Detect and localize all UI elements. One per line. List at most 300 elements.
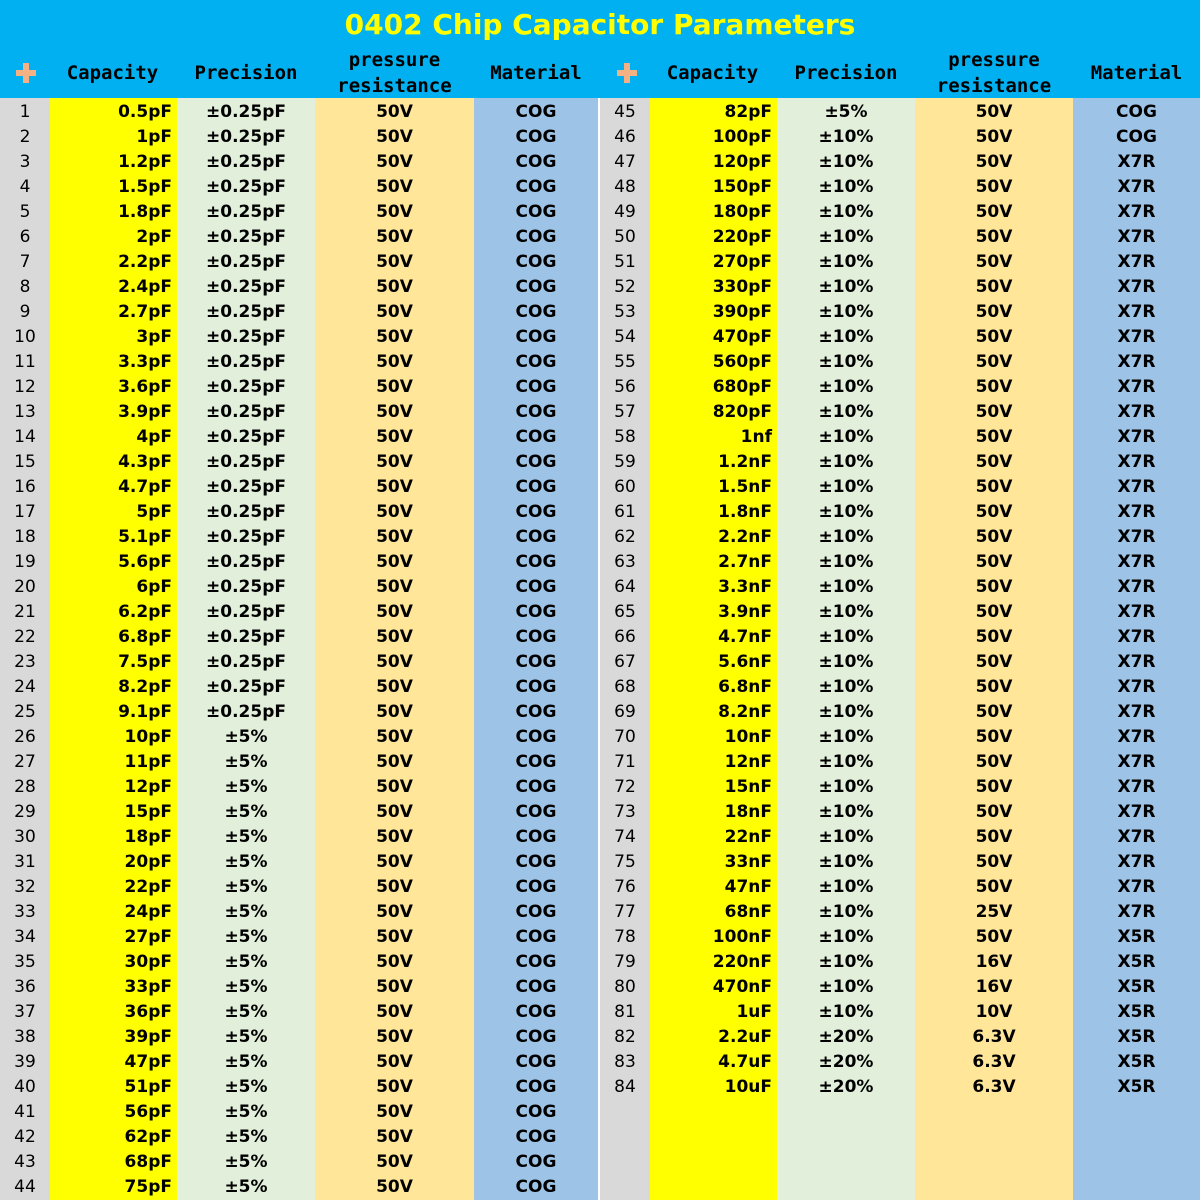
capacity-cell: 68pF — [124, 1152, 172, 1172]
precision-cell: ±10% — [818, 327, 874, 347]
precision-cell: ±0.25pF — [206, 277, 286, 297]
material-cell: X7R — [1117, 777, 1156, 797]
pressure-cell: 16V — [975, 977, 1013, 997]
row-index: 51 — [614, 252, 636, 272]
material-cell: COG — [515, 102, 557, 122]
row-index: 2 — [19, 127, 31, 147]
precision-cell: ±0.25pF — [206, 352, 286, 372]
material-cell: X5R — [1117, 1002, 1156, 1022]
material-cell: X7R — [1117, 802, 1156, 822]
material-cell: X7R — [1117, 452, 1156, 472]
pressure-cell: 50V — [975, 877, 1013, 897]
row-index: 18 — [14, 527, 36, 547]
capacity-cell: 3.3nF — [718, 577, 772, 597]
row-index: 73 — [614, 802, 636, 822]
pressure-cell: 50V — [376, 527, 413, 547]
material-cell: X7R — [1117, 577, 1156, 597]
precision-cell: ±10% — [818, 427, 874, 447]
capacity-cell: 1uF — [736, 1002, 772, 1022]
precision-cell: ±5% — [224, 1027, 268, 1047]
precision-cell: ±10% — [818, 152, 874, 172]
pressure-cell: 50V — [376, 627, 413, 647]
material-cell: COG — [515, 327, 557, 347]
material-cell: X7R — [1117, 652, 1156, 672]
row-index: 47 — [614, 152, 636, 172]
row-index: 58 — [614, 427, 636, 447]
pressure-cell: 50V — [376, 1052, 413, 1072]
header-pressure-left — [315, 48, 474, 98]
pressure-cell: 50V — [975, 702, 1013, 722]
material-cell: COG — [515, 577, 557, 597]
precision-cell: ±10% — [818, 752, 874, 772]
row-index: 81 — [614, 1002, 636, 1022]
material-cell: X7R — [1117, 752, 1156, 772]
precision-cell: ±10% — [818, 352, 874, 372]
precision-cell: ±10% — [818, 377, 874, 397]
material-cell: X7R — [1117, 202, 1156, 222]
row-index: 35 — [14, 952, 36, 972]
precision-cell: ±0.25pF — [206, 577, 286, 597]
row-index: 41 — [14, 1102, 36, 1122]
precision-cell: ±0.25pF — [206, 127, 286, 147]
pressure-cell: 50V — [975, 552, 1013, 572]
pressure-cell: 50V — [376, 252, 413, 272]
row-index: 12 — [14, 377, 36, 397]
capacity-cell: 56pF — [124, 1102, 172, 1122]
header-pressure-line1: pressure — [348, 49, 441, 71]
material-cell: X5R — [1117, 952, 1156, 972]
material-cell: COG — [515, 1102, 557, 1122]
precision-cell: ±0.25pF — [206, 402, 286, 422]
precision-cell: ±5% — [224, 1052, 268, 1072]
pressure-cell: 50V — [975, 377, 1013, 397]
capacity-cell: 1.8nF — [718, 502, 772, 522]
capacity-cell: 1pF — [136, 127, 172, 147]
material-cell: COG — [515, 802, 557, 822]
row-index: 64 — [614, 577, 636, 597]
material-cell: X7R — [1117, 402, 1156, 422]
row-index: 48 — [614, 177, 636, 197]
precision-cell: ±0.25pF — [206, 527, 286, 547]
precision-cell: ±10% — [818, 777, 874, 797]
material-cell: COG — [515, 452, 557, 472]
pressure-cell: 50V — [376, 602, 413, 622]
header-material-right: Material — [1090, 62, 1183, 84]
material-cell: COG — [1116, 102, 1157, 122]
precision-cell: ±0.25pF — [206, 177, 286, 197]
capacity-cell: 6pF — [136, 577, 172, 597]
capacity-cell: 330pF — [712, 277, 772, 297]
row-index: 71 — [614, 752, 636, 772]
pressure-cell: 50V — [376, 477, 413, 497]
row-index: 74 — [614, 827, 636, 847]
precision-cell: ±10% — [818, 852, 874, 872]
capacity-cell: 390pF — [712, 302, 772, 322]
capacity-cell: 2.7pF — [118, 302, 172, 322]
capacity-cell: 2pF — [136, 227, 172, 247]
capacity-cell: 39pF — [124, 1027, 172, 1047]
capacity-cell: 220pF — [712, 227, 772, 247]
header-material-left: Material — [490, 62, 582, 84]
pressure-cell: 50V — [975, 527, 1013, 547]
capacity-cell: 2.7nF — [718, 552, 772, 572]
precision-cell: ±10% — [818, 977, 874, 997]
material-cell: COG — [515, 377, 557, 397]
row-index: 72 — [614, 777, 636, 797]
precision-cell: ±10% — [818, 552, 874, 572]
precision-cell: ±0.25pF — [206, 652, 286, 672]
row-index: 6 — [19, 227, 31, 247]
precision-cell: ±5% — [224, 802, 268, 822]
material-cell: X7R — [1117, 327, 1156, 347]
header-pressure-line1: pressure — [948, 49, 1040, 71]
pressure-cell: 50V — [376, 1102, 413, 1122]
capacity-cell: 18nF — [724, 802, 772, 822]
precision-cell: ±0.25pF — [206, 627, 286, 647]
row-index: 10 — [14, 327, 36, 347]
material-cell: COG — [515, 227, 557, 247]
capacity-cell: 270pF — [712, 252, 772, 272]
material-cell: X7R — [1117, 177, 1156, 197]
pressure-cell: 50V — [376, 102, 413, 122]
row-index: 5 — [19, 202, 31, 222]
header-pressure-right — [915, 48, 1073, 98]
material-cell: X7R — [1117, 627, 1156, 647]
header-capacity-right: Capacity — [666, 62, 759, 84]
pressure-cell: 50V — [376, 927, 413, 947]
row-index: 63 — [614, 552, 636, 572]
precision-cell: ±10% — [818, 227, 874, 247]
precision-cell: ±10% — [818, 802, 874, 822]
row-index: 32 — [14, 877, 36, 897]
capacity-cell: 7.5pF — [118, 652, 172, 672]
material-cell: X7R — [1117, 727, 1156, 747]
pressure-cell: 50V — [975, 427, 1013, 447]
precision-cell: ±20% — [818, 1077, 874, 1097]
row-index: 62 — [614, 527, 636, 547]
precision-cell: ±5% — [224, 1152, 268, 1172]
material-cell: X7R — [1117, 852, 1156, 872]
pressure-cell: 50V — [975, 602, 1013, 622]
header-precision-left: Precision — [194, 62, 298, 84]
material-cell: COG — [515, 1052, 557, 1072]
row-index: 17 — [14, 502, 36, 522]
capacity-cell: 3.3pF — [118, 352, 172, 372]
material-cell: COG — [515, 552, 557, 572]
precision-cell: ±10% — [818, 902, 874, 922]
pressure-cell: 6.3V — [972, 1027, 1016, 1047]
pressure-cell: 50V — [376, 427, 413, 447]
precision-cell: ±10% — [818, 602, 874, 622]
header-capacity-left: Capacity — [66, 62, 159, 84]
row-index: 30 — [14, 827, 36, 847]
precision-cell: ±0.25pF — [206, 302, 286, 322]
pressure-cell: 50V — [975, 277, 1013, 297]
precision-cell: ±10% — [818, 827, 874, 847]
row-index: 77 — [614, 902, 636, 922]
row-index: 20 — [14, 577, 36, 597]
pressure-cell: 50V — [376, 1152, 413, 1172]
precision-cell: ±10% — [818, 702, 874, 722]
material-cell: COG — [515, 277, 557, 297]
pressure-cell: 50V — [975, 402, 1013, 422]
row-index: 52 — [614, 277, 636, 297]
row-index: 59 — [614, 452, 636, 472]
capacity-cell: 4pF — [136, 427, 172, 447]
precision-cell: ±5% — [224, 1127, 268, 1147]
precision-cell: ±10% — [818, 652, 874, 672]
capacity-cell: 22pF — [124, 877, 172, 897]
precision-cell: ±5% — [224, 927, 268, 947]
material-cell: COG — [515, 1077, 557, 1097]
capacity-cell: 0.5pF — [118, 102, 172, 122]
capacity-cell: 8.2nF — [718, 702, 772, 722]
precision-cell: ±5% — [224, 752, 268, 772]
pressure-cell: 50V — [376, 502, 413, 522]
row-index: 66 — [614, 627, 636, 647]
capacity-cell: 5.1pF — [118, 527, 172, 547]
precision-cell: ±5% — [224, 852, 268, 872]
row-index: 49 — [614, 202, 636, 222]
precision-cell: ±0.25pF — [206, 327, 286, 347]
precision-cell: ±10% — [818, 577, 874, 597]
precision-cell: ±10% — [818, 877, 874, 897]
row-index: 27 — [14, 752, 36, 772]
pressure-cell: 50V — [975, 477, 1013, 497]
capacity-cell: 15nF — [724, 777, 772, 797]
pressure-cell: 50V — [975, 252, 1013, 272]
material-cell: COG — [515, 352, 557, 372]
capacity-cell: 100pF — [712, 127, 772, 147]
precision-cell: ±5% — [224, 827, 268, 847]
material-cell: COG — [515, 302, 557, 322]
capacity-cell: 680pF — [712, 377, 772, 397]
pressure-cell: 50V — [376, 202, 413, 222]
precision-cell: ±10% — [818, 477, 874, 497]
pressure-cell: 6.3V — [972, 1052, 1016, 1072]
row-index: 24 — [14, 677, 36, 697]
capacity-cell: 33pF — [124, 977, 172, 997]
capacity-cell: 18pF — [124, 827, 172, 847]
capacity-cell: 2.2nF — [718, 527, 772, 547]
row-index: 44 — [14, 1177, 36, 1197]
material-cell: COG — [515, 952, 557, 972]
material-cell: COG — [515, 977, 557, 997]
pressure-cell: 50V — [376, 552, 413, 572]
precision-cell: ±0.25pF — [206, 202, 286, 222]
capacity-cell: 9.1pF — [118, 702, 172, 722]
row-index: 28 — [14, 777, 36, 797]
capacity-cell: 5.6pF — [118, 552, 172, 572]
header-pressure-line2: resistance — [936, 75, 1052, 97]
material-cell: X7R — [1117, 477, 1156, 497]
capacity-cell: 820pF — [712, 402, 772, 422]
row-index: 34 — [14, 927, 36, 947]
row-index: 13 — [14, 402, 36, 422]
material-cell: COG — [515, 1152, 557, 1172]
material-cell: X5R — [1117, 977, 1156, 997]
row-index: 80 — [614, 977, 636, 997]
row-index: 33 — [14, 902, 36, 922]
capacity-cell: 1nf — [740, 427, 772, 447]
pressure-cell: 50V — [376, 577, 413, 597]
material-cell: X7R — [1117, 352, 1156, 372]
material-cell: X5R — [1117, 1027, 1156, 1047]
pressure-cell: 50V — [376, 127, 413, 147]
row-index: 37 — [14, 1002, 36, 1022]
row-index: 38 — [14, 1027, 36, 1047]
capacity-cell: 51pF — [124, 1077, 172, 1097]
row-index: 50 — [614, 227, 636, 247]
precision-cell: ±5% — [224, 1002, 268, 1022]
capacity-cell: 4.7nF — [718, 627, 772, 647]
precision-cell: ±10% — [818, 452, 874, 472]
pressure-cell: 50V — [376, 802, 413, 822]
row-index: 21 — [14, 602, 36, 622]
pressure-cell: 50V — [376, 852, 413, 872]
precision-cell: ±10% — [818, 927, 874, 947]
precision-cell: ±5% — [224, 977, 268, 997]
capacity-cell: 2.2uF — [718, 1027, 772, 1047]
material-cell: COG — [515, 477, 557, 497]
row-index: 31 — [14, 852, 36, 872]
pressure-cell: 50V — [975, 502, 1013, 522]
row-index: 56 — [614, 377, 636, 397]
material-cell: COG — [515, 1127, 557, 1147]
material-cell: X7R — [1117, 527, 1156, 547]
pressure-cell: 50V — [975, 152, 1013, 172]
material-cell: COG — [515, 1002, 557, 1022]
row-index: 1 — [19, 102, 31, 122]
material-cell: COG — [515, 177, 557, 197]
pressure-cell: 50V — [376, 1027, 413, 1047]
pressure-cell: 50V — [376, 877, 413, 897]
material-cell: COG — [515, 252, 557, 272]
precision-cell: ±10% — [818, 277, 874, 297]
row-index: 8 — [19, 277, 31, 297]
material-cell: X5R — [1117, 1077, 1156, 1097]
capacity-cell: 24pF — [124, 902, 172, 922]
precision-cell: ±0.25pF — [206, 377, 286, 397]
capacity-cell: 22nF — [724, 827, 772, 847]
pressure-cell: 50V — [975, 302, 1013, 322]
material-cell: COG — [515, 627, 557, 647]
material-cell: COG — [515, 402, 557, 422]
capacity-cell: 6.2pF — [118, 602, 172, 622]
precision-cell: ±10% — [818, 727, 874, 747]
capacity-cell: 3.9nF — [718, 602, 772, 622]
material-cell: X7R — [1117, 377, 1156, 397]
material-cell: COG — [515, 752, 557, 772]
pressure-cell: 10V — [975, 1002, 1013, 1022]
plus-icon — [617, 63, 637, 83]
precision-cell: ±10% — [818, 202, 874, 222]
pressure-cell: 50V — [975, 802, 1013, 822]
capacity-cell: 10pF — [124, 727, 172, 747]
row-index: 43 — [14, 1152, 36, 1172]
pressure-cell: 50V — [376, 727, 413, 747]
row-index: 61 — [614, 502, 636, 522]
pressure-cell: 50V — [975, 677, 1013, 697]
capacity-cell: 10nF — [724, 727, 772, 747]
plus-icon — [16, 63, 36, 83]
pressure-cell: 50V — [376, 227, 413, 247]
precision-cell: ±5% — [224, 902, 268, 922]
row-index: 40 — [14, 1077, 36, 1097]
precision-cell: ±0.25pF — [206, 452, 286, 472]
material-cell: X7R — [1117, 277, 1156, 297]
precision-cell: ±0.25pF — [206, 702, 286, 722]
capacity-cell: 1.5pF — [118, 177, 172, 197]
pressure-cell: 50V — [376, 327, 413, 347]
material-cell: X7R — [1117, 827, 1156, 847]
row-index: 26 — [14, 727, 36, 747]
material-cell: COG — [515, 127, 557, 147]
row-index: 19 — [14, 552, 36, 572]
precision-cell: ±0.25pF — [206, 602, 286, 622]
row-index: 9 — [19, 302, 31, 322]
material-cell: COG — [515, 727, 557, 747]
material-cell: X7R — [1117, 602, 1156, 622]
material-cell: COG — [515, 852, 557, 872]
precision-cell: ±0.25pF — [206, 677, 286, 697]
row-index: 68 — [614, 677, 636, 697]
precision-cell: ±10% — [818, 952, 874, 972]
row-index: 25 — [14, 702, 36, 722]
pressure-cell: 6.3V — [972, 1077, 1016, 1097]
capacity-cell: 470nF — [712, 977, 772, 997]
row-index: 75 — [614, 852, 636, 872]
material-cell: COG — [515, 677, 557, 697]
precision-cell: ±5% — [224, 877, 268, 897]
pressure-cell: 50V — [376, 352, 413, 372]
row-index: 22 — [14, 627, 36, 647]
pressure-cell: 50V — [376, 677, 413, 697]
precision-cell: ±0.25pF — [206, 502, 286, 522]
pressure-cell: 50V — [376, 652, 413, 672]
precision-cell: ±0.25pF — [206, 427, 286, 447]
pressure-cell: 50V — [975, 752, 1013, 772]
pressure-cell: 50V — [975, 227, 1013, 247]
precision-cell: ±0.25pF — [206, 477, 286, 497]
capacity-cell: 47pF — [124, 1052, 172, 1072]
pressure-cell: 50V — [376, 977, 413, 997]
pressure-cell: 50V — [975, 127, 1013, 147]
pressure-cell: 50V — [376, 1127, 413, 1147]
capacity-cell: 120pF — [712, 152, 772, 172]
pressure-cell: 50V — [376, 277, 413, 297]
capacity-cell: 220nF — [712, 952, 772, 972]
pressure-cell: 50V — [376, 902, 413, 922]
precision-cell: ±0.25pF — [206, 102, 286, 122]
capacity-cell: 4.7uF — [718, 1052, 772, 1072]
capacity-cell: 3pF — [136, 327, 172, 347]
pressure-cell: 50V — [975, 727, 1013, 747]
precision-cell: ±0.25pF — [206, 227, 286, 247]
material-cell: COG — [515, 427, 557, 447]
precision-cell: ±20% — [818, 1052, 874, 1072]
pressure-cell: 50V — [376, 302, 413, 322]
capacity-cell: 150pF — [712, 177, 772, 197]
row-index: 45 — [614, 102, 636, 122]
pressure-cell: 50V — [376, 402, 413, 422]
row-index: 57 — [614, 402, 636, 422]
pressure-cell: 50V — [975, 177, 1013, 197]
row-index: 67 — [614, 652, 636, 672]
material-cell: COG — [515, 602, 557, 622]
capacity-cell: 75pF — [124, 1177, 172, 1197]
row-index: 78 — [614, 927, 636, 947]
